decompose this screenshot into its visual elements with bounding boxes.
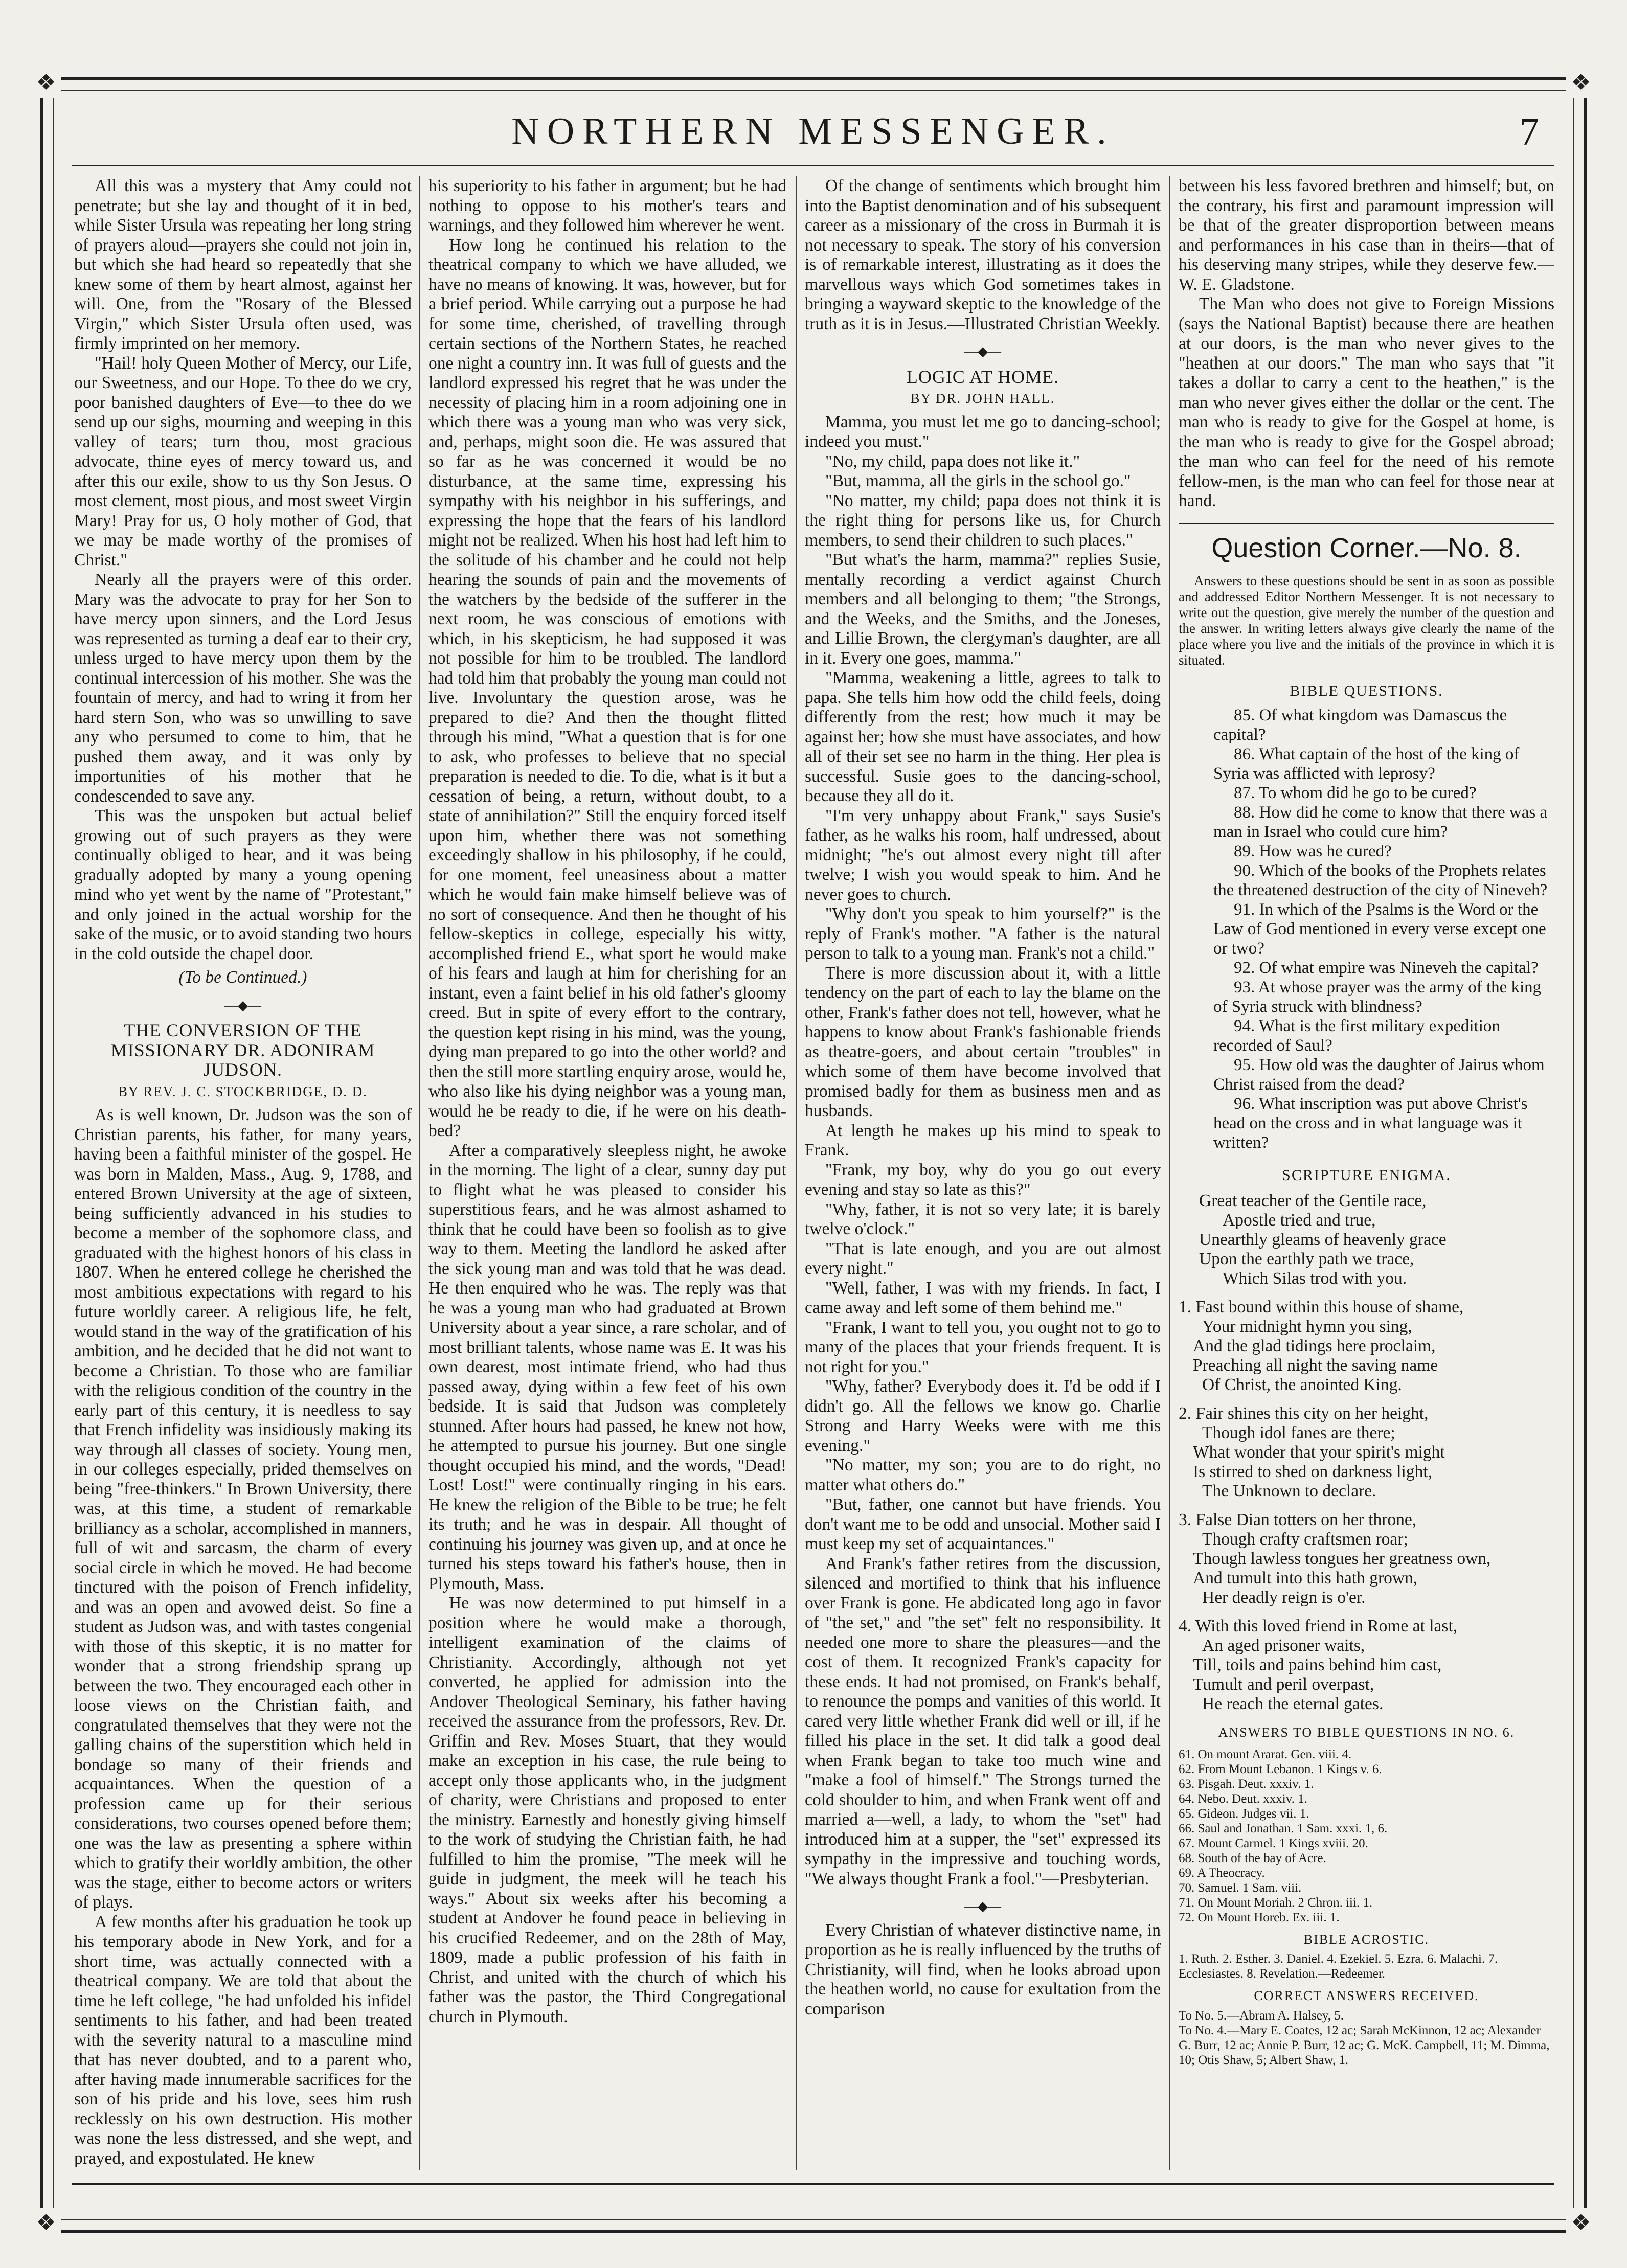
- question-item: 92. Of what empire was Nineveh the capital?: [1234, 958, 1539, 977]
- paragraph: "But what's the harm, mamma?" replies Susie, mentally recording a verdict against Church members and all belonging to them; "the Strongs, and the Weeks, and the Smiths, and the Joneses, and Lillie Brown, the clergyman's daughter, are all in it. Every one goes, mamma.": [805, 550, 1161, 668]
- footer-rule: [72, 2183, 1554, 2185]
- question-item: 88. How did he come to know that there was a man in Israel who could cure him?: [1213, 803, 1548, 841]
- paragraph: "I'm very unhappy about Frank," says Susie's father, as he walks his room, half undressed, about midnight; "he's out almost every night till after twelve; I wish you would speak to him. And he never goes to church.: [805, 806, 1161, 904]
- answer-item: 70. Samuel. 1 Sam. viii.: [1179, 1880, 1302, 1895]
- paragraph: After a comparatively sleepless night, he awoke in the morning. The light of a clear, sunny day put to flight what he was pleased to consider his superstitious fears, and he was almost ashamed to think that he could have been so foolish as to give way to them. Meeting the landlord he asked after the sick young man and was told that he was dead. He then enquired who he was. The reply was that he was a young man who had graduated at Brown University about a year since, a rare scholar, and of most brilliant talents, whose name was E. It was his own dearest, most intimate friend, who had thus passed away, dying within a few feet of his own bedside. It is said that Judson was completely stunned. After hours had passed, he knew not how, he attempted to pursue his journey. But one single thought occupied his mind, and the words, "Dead! Lost! Lost!" were continually ringing in his ears. He knew the religion of the Bible to be true; he felt its truth; and he was in despair. All thought of continuing his journey was given up, and at once he turned his steps toward his father's house, then in Plymouth, Mass.: [428, 1141, 786, 1593]
- answer-item: 72. On Mount Horeb. Ex. iii. 1.: [1179, 1910, 1340, 1924]
- verse-line: Of Christ, the anointed King.: [1202, 1375, 1402, 1394]
- question-item: 94. What is the first military expedition recorded of Saul?: [1213, 1016, 1500, 1055]
- column-4: [1179, 176, 1554, 2170]
- enigma-verse: [1179, 1510, 1554, 1607]
- paragraph: A few months after his graduation he took up his temporary abode in New York, and for a short time, was actually connected with a theatrical company. We are told that about the time he left college, "he had unfolded his infidel sentiments to his father, and had been treated with the severity natural to a masculine mind that has never doubted, and to a parent who, after having made innumerable sacrifices for the son of his pride and his love, sees him rush recklessly on his own destruction. His mother was none the less distressed, and she wept, and prayed, and expostulated. He knew: [74, 1912, 412, 2168]
- verse-line: Tumult and peril overpast,: [1193, 1675, 1374, 1694]
- enigma-heading: SCRIPTURE ENIGMA.: [1282, 1166, 1451, 1184]
- section-rule: [1179, 523, 1554, 524]
- divider-ornament-icon: —◆—: [224, 997, 261, 1013]
- paragraph: "Frank, my boy, why do you go out every evening and stay so late as this?": [805, 1160, 1161, 1199]
- paragraph: "Well, father, I was with my friends. In fact, I came away and left some of them behind me.": [805, 1278, 1161, 1317]
- answer-item: 66. Saul and Jonathan. 1 Sam. xxxi. 1, 6.: [1179, 1821, 1388, 1835]
- enigma-verse: [1179, 1617, 1554, 1714]
- question-item: 87. To whom did he go to be cured?: [1234, 783, 1477, 802]
- column-divider: [419, 176, 420, 2170]
- verse-line: An aged prisoner waits,: [1202, 1636, 1365, 1655]
- newspaper-title: NORTHERN MESSENGER.: [511, 110, 1115, 152]
- verse-line: 1. Fast bound within this house of shame,: [1179, 1298, 1464, 1317]
- answer-item: 62. From Mount Lebanon. 1 Kings v. 6.: [1179, 1762, 1382, 1776]
- corner-ornament-icon: ❖: [1566, 2208, 1596, 2238]
- paragraph: his superiority to his father in argument; but he had nothing to oppose to his mother's tears and warnings, and they followed him wherever he went.: [428, 176, 786, 235]
- question-item: 86. What captain of the host of the king of Syria was afflicted with leprosy?: [1213, 744, 1520, 783]
- paragraph: The Man who does not give to Foreign Missions (says the National Baptist) because there are heathen at our doors, is the man who never gives to the "heathen at our doors." The man who says that "it takes a dollar to carry a cent to the heathen," is the man who never gives either the dollar or the cent. The man who is ready to give for the Gospel at home, is the man who is ready to give for the Gospel abroad; the man who can feel for the need of his remote fellow-men, is the man who can feel for those near at hand.: [1179, 294, 1554, 510]
- masthead: [72, 105, 1554, 161]
- article-title: LOGIC AT HOME.: [906, 366, 1059, 387]
- verse-line: Which Silas trod with you.: [1223, 1269, 1407, 1288]
- answer-item: 64. Nebo. Deut. xxxiv. 1.: [1179, 1791, 1307, 1806]
- verse-line: Her deadly reign is o'er.: [1202, 1588, 1366, 1607]
- paragraph: And Frank's father retires from the discussion, silenced and mortified to think that his influence over Frank is gone. He abdicated long ago in favor of "the set," and "the set" felt no responsibility. It needed one more to share the pleasures—and the cost of them. It recognized Frank's capacity for these ends. It had not promised, on Frank's behalf, to renounce the pomps and vanities of this world. It cared very little whether Frank did well or ill, if he filled his place in the set. It did talk a good deal when Frank began to take too much wine and "make a fool of himself." The Strongs turned the cold shoulder to him, and when Frank went off and married a—well, a lady, to whom the "set" had introduced him at a supper, the "set" expressed its sympathy in the impressive and touching words, "We always thought Frank a fool."—Presbyterian.: [805, 1554, 1161, 1888]
- question-item: 95. How old was the daughter of Jairus whom Christ raised from the dead?: [1213, 1055, 1545, 1094]
- column-divider: [1169, 176, 1170, 2170]
- verse-line: What wonder that your spirit's might: [1193, 1443, 1445, 1462]
- question-instructions: Answers to these questions should be sent in as soon as possible and addressed Editor Northern Messenger. It is not necessary to write out the question, give merely the number of the question and the answer. In writing letters always give clearly the name of the place where you live and the initials of the province in which it is situated.: [1179, 573, 1554, 668]
- verse-line: Great teacher of the Gentile race,: [1199, 1191, 1427, 1210]
- correct-answers-item: To No. 4.—Mary E. Coates, 12 ac; Sarah McKinnon, 12 ac; Alexander G. Burr, 12 ac; Annie P. Burr, 12 ac; G. McK. Campbell, 11; M. Dimma, 10; Otis Shaw, 5; Albert Shaw, 1.: [1179, 2023, 1550, 2067]
- byline: BY DR. JOHN HALL.: [910, 391, 1055, 406]
- question-item: 85. Of what kingdom was Damascus the capital?: [1213, 706, 1507, 744]
- paragraph: All this was a mystery that Amy could not penetrate; but she lay and thought of it in bed, while Sister Ursula was repeating her long string of prayers aloud—prayers she could not join in, but which she had heard so repeatedly that she knew some of them by heart almost, against her will. One, from the "Rosary of the Blessed Virgin," which Sister Ursula often used, was firmly imprinted on her memory.: [74, 176, 412, 353]
- verse-line: Though idol fanes are there;: [1202, 1423, 1395, 1442]
- corner-ornament-icon: ❖: [1566, 67, 1596, 98]
- corner-ornament-icon: ❖: [31, 2208, 61, 2238]
- paragraph: "Why don't you speak to him yourself?" is the reply of Frank's mother. "A father is the natural person to talk to a young man. Frank's not a child.": [805, 904, 1161, 963]
- paragraph: between his less favored brethren and himself; but, on the contrary, his first and paramount impression will be that of the greater disproportion between means and performances in his case than in theirs—that of his deserving many stripes, while they deserve few.—W. E. Gladstone.: [1179, 176, 1554, 294]
- enigma-intro-verse: [1199, 1191, 1554, 1288]
- divider-ornament-icon: —◆—: [964, 1899, 1001, 1914]
- paragraph: He was now determined to put himself in a position where he would make a thorough, intelligent examination of the claims of Christianity. Accordingly, although not yet converted, he applied for admission into the Andover Theological Seminary, his father having received the assurance from the professors, Rev. Dr. Griffin and Rev. Moses Stuart, that they would make an exception in his case, the rule being to accept only those applicants who, in the judgment of charity, were Christians and proposed to enter the ministry. Earnestly and honestly giving himself to the work of studying the Christian faith, he had fulfilled to him the promise, "The meek will he guide in judgment, the meek will he teach his ways." About six weeks after his becoming a student at Andover he found peace in believing in his crucified Redeemer, and on the 28th of May, 1809, made a public profession of his faith in Christ, and united with the church of which his father was the pastor, the Third Congregational church in Plymouth.: [428, 1594, 786, 2026]
- verse-line: And tumult into this hath grown,: [1193, 1569, 1418, 1587]
- answer-item: 68. South of the bay of Acre.: [1179, 1851, 1326, 1865]
- paragraph: This was the unspoken but actual belief growing out of such prayers as they were continually obliged to hear, and it was being gradually adopted by many a young opening mind who yet went by the name of "Protestant," and only joined in the actual worship for the sake of the music, or to avoid standing two hours in the cold outside the chapel door.: [74, 806, 412, 963]
- column-3: [805, 176, 1161, 2170]
- column-2: [428, 176, 786, 2170]
- paragraph: At length he makes up his mind to speak to Frank.: [805, 1121, 1161, 1160]
- question-corner-title: Question Corner.—No. 8.: [1211, 532, 1522, 563]
- paragraph: Nearly all the prayers were of this order. Mary was the advocate to pray for her Son to have mercy upon sinners, and the Lord Jesus was represented as turning a deaf ear to their cry, unless urged to have mercy upon them by the continual intercession of his mother. She was the fountain of mercy, and had to wring it from her hard stern Son, who was so unwilling to save any who persumed to come to him, that he pushed them away, and it was only by importunities of his mother that he condescended to save any.: [74, 570, 412, 806]
- enigma-verse: [1179, 1404, 1554, 1501]
- acrostic-answer: 1. Ruth. 2. Esther. 3. Daniel. 4. Ezekiel. 5. Ezra. 6. Malachi. 7. Ecclesiastes. 8. Revelation.—Redeemer.: [1179, 1952, 1498, 1981]
- bible-questions-heading: BIBLE QUESTIONS.: [1290, 683, 1443, 699]
- page-number: 7: [1520, 110, 1539, 153]
- header-rule: [72, 165, 1554, 166]
- verse-line: Though lawless tongues her greatness own,: [1193, 1549, 1491, 1568]
- verse-line: 4. With this loved friend in Rome at last,: [1179, 1617, 1458, 1636]
- continued-note: (To be Continued.): [178, 968, 307, 987]
- verse-line: Unearthly gleams of heavenly grace: [1199, 1230, 1447, 1249]
- paragraph: Every Christian of whatever distinctive name, in proportion as he is really influenced by the truths of Christianity, will find, when he looks abroad upon the heathen world, no cause for exultation from the comparison: [805, 1920, 1161, 2018]
- column-divider: [796, 176, 797, 2170]
- paragraph: "No, my child, papa does not like it.": [825, 451, 1080, 471]
- answer-item: 69. A Theocracy.: [1179, 1866, 1265, 1880]
- verse-line: Though crafty craftsmen roar;: [1202, 1530, 1408, 1549]
- answers-heading: ANSWERS TO BIBLE QUESTIONS IN NO. 6.: [1218, 1725, 1515, 1740]
- question-item: 96. What inscription was put above Christ's head on the cross and in what language was it written?: [1213, 1094, 1528, 1152]
- paragraph: How long he continued his relation to the theatrical company to which we have alluded, we have no means of knowing. It was, however, but for a brief period. While carrying out a purpose he had for some time, cherished, of travelling through certain sections of the Northern States, he reached one night a country inn. It was full of guests and the landlord expressed his regret that he was under the necessity of placing him in a room adjoining one in which there was a young man who was very sick, and, perhaps, might soon die. He was assured that so far as he was concerned it would be no disturbance, at the same time, expressing his sympathy with his neighbor in his sufferings, and expressing the hope that the fears of his landlord might not be realized. When his host had left him to the solitude of his chamber and he could not help hearing the sounds of pain and the movements of the watchers by the bedside of the sufferer in the next room, he was conscious of emotions with which, in his skepticism, he had supposed it was not possible for him to be troubled. The landlord had told him that probably the young man could not live. Involuntary the question arose, was he prepared to die? And then the thought flitted through his mind, "What a question that is for one to ask, who professes to believe that no special preparation is needed to die. To die, what is it but a cessation of being, a return, without doubt, to a state of annihilation?" Still the enquiry forced itself upon him, whether there was not something exceedingly shallow in his philosophy, if he could, for one moment, feel uneasiness about a matter which he would fain make himself believe was of no sort of consequence. And then he thought of his fellow-skeptics in college, especially his witty, accomplished friend E., what sport he would make of his fears and laugh at him for cherishing for an instant, even a faint belief in his old father's gloomy creed. But in spite of every effort to the contrary, the question kept rising in his mind, was the young, dying man prepared to go into the other world? and then the still more startling enquiry arose, would he, who also like his dying neighbor was a young man, would he be ready to die, if he were on his death-bed?: [428, 235, 786, 1140]
- paragraph: "But, mamma, all the girls in the school go.": [825, 471, 1131, 490]
- paragraph: Of the change of sentiments which brought him into the Baptist denomination and of his subsequent career as a missionary of the cross in Burmah it is not necessary to speak. The story of his conversion is of remarkable interest, illustrating as it does the marvellous ways which God sometimes takes in bringing a wayward skeptic to the knowledge of the truth as it is in Jesus.—Illustrated Christian Weekly.: [805, 176, 1161, 333]
- verse-line: Preaching all night the saving name: [1193, 1356, 1438, 1375]
- verse-line: 2. Fair shines this city on her height,: [1179, 1404, 1429, 1423]
- paragraph: "Why, father? Everybody does it. I'd be odd if I didn't go. All the fellows we know go. Charlie Strong and Harry Weeks were with me this evening.": [805, 1377, 1161, 1455]
- correct-answers-item: To No. 5.—Abram A. Halsey, 5.: [1179, 2008, 1344, 2023]
- paragraph: "Hail! holy Queen Mother of Mercy, our Life, our Sweetness, and our Hope. To thee do we cry, poor banished daughters of Eve—to thee do we send up our sighs, mourning and weeping in this valley of tears; turn thou, most gracious advocate, thine eyes of mercy toward us, and after this our exile, show to us thy Son Jesus. O most clement, most pious, and most sweet Virgin Mary! Pray for us, O holy mother of God, that we may be made worthy of the promises of Christ.": [74, 353, 412, 570]
- paragraph: Mamma, you must let me go to dancing-school; indeed you must.": [805, 412, 1161, 451]
- paragraph: There is more discussion about it, with a little tendency on the part of each to lay the blame on the other, Frank's father does not tell, however, what he happens to know about Frank's fashionable friends as theatre-goers, and about certain "troubles" in which some of them have become involved that promised badly for them as business men and as husbands.: [805, 963, 1161, 1120]
- column-1: [74, 176, 412, 2170]
- answer-item: 65. Gideon. Judges vii. 1.: [1179, 1806, 1309, 1821]
- answer-item: 61. On mount Ararat. Gen. viii. 4.: [1179, 1747, 1352, 1761]
- verse-line: The Unknown to declare.: [1202, 1482, 1376, 1501]
- paragraph: "Frank, I want to tell you, you ought not to go to many of the places that your friends frequent. It is not right for you.": [805, 1318, 1161, 1376]
- paragraph: "That is late enough, and you are out almost every night.": [805, 1239, 1161, 1278]
- verse-line: Is stirred to shed on darkness light,: [1193, 1462, 1433, 1481]
- verse-line: Upon the earthly path we trace,: [1199, 1250, 1414, 1268]
- paragraph: "No matter, my son; you are to do right, no matter what others do.": [805, 1456, 1161, 1494]
- enigma-verse: [1179, 1298, 1554, 1395]
- question-item: 91. In which of the Psalms is the Word or the Law of God mentioned in every verse except one or two?: [1213, 900, 1546, 958]
- paragraph: "No matter, my child; papa does not think it is the right thing for persons like us, for Church members, to send their children to such places.": [805, 491, 1161, 550]
- verse-line: Your midnight hymn you sing,: [1202, 1317, 1412, 1336]
- acrostic-heading: BIBLE ACROSTIC.: [1303, 1932, 1430, 1947]
- paragraph: "Mamma, weakening a little, agrees to talk to papa. She tells him how odd the child feels, doing differently from the rest; how much it may be against her; how she must have associates, and how all of their set see no harm in the thing. Her plea is successful. Susie goes to the dancing-school, because they all do it.: [805, 668, 1161, 805]
- paragraph: "Why, father, it is not so very late; it is barely twelve o'clock.": [805, 1199, 1161, 1238]
- answer-item: 67. Mount Carmel. 1 Kings xviii. 20.: [1179, 1836, 1368, 1850]
- verse-line: Apostle tried and true,: [1223, 1211, 1376, 1230]
- question-item: 93. At whose prayer was the army of the king of Syria struck with blindness?: [1213, 978, 1542, 1016]
- article-title: THE CONVERSION OF THE MISSIONARY DR. ADONIRAM JUDSON.: [110, 1020, 375, 1080]
- byline: BY REV. J. C. STOCKBRIDGE, D. D.: [118, 1083, 368, 1099]
- verse-line: 3. False Dian totters on her throne,: [1179, 1510, 1417, 1529]
- answer-item: 63. Pisgah. Deut. xxxiv. 1.: [1179, 1777, 1314, 1791]
- verse-line: Till, toils and pains behind him cast,: [1193, 1655, 1442, 1674]
- question-item: 90. Which of the books of the Prophets relates the threatened destruction of the city of Nineveh?: [1213, 861, 1548, 899]
- verse-line: He reach the eternal gates.: [1202, 1694, 1384, 1713]
- correct-answers-heading: CORRECT ANSWERS RECEIVED.: [1254, 1988, 1479, 2003]
- question-item: 89. How was he cured?: [1234, 842, 1392, 860]
- paragraph: As is well known, Dr. Judson was the son of Christian parents, his father, for many years, having been a faithful minister of the gospel. He was born in Malden, Mass., Aug. 9, 1788, and entered Brown University at the age of sixteen, being sufficiently advanced in his studies to become a member of the sophomore class, and graduated with the highest honors of his class in 1807. When he entered college he cherished the most ambitious expectations with regard to his future worldly career. A religious life, he felt, would stand in the way of the gratification of his ambition, and he decided that he did not want to become a Christian. To those who are familiar with the religious condition of the country in the early part of this century, it is needless to say that French infidelity was insidiously making its way through all classes of society. Young men, in our colleges especially, prided themselves on being "free-thinkers." In Brown University, there was, at this time, a student of remarkable brilliancy as a scholar, accomplished in manners, full of wit and sarcasm, the charm of every social circle in which he moved. He had become tinctured with the poison of French infidelity, and was an open and avowed deist. So fine a student as Judson was, and with tastes congenial with those of this skeptic, it is no matter for wonder that a strong friendship sprang up between the two. They encouraged each other in loose views on the Christian faith, and congratulated themselves that they were not the galling chains of the superstition which held in bondage so many of their friends and acquaintances. When the question of a profession came up for their serious considerations, two courses opened before them; one was the law as presenting a sphere within which to gratify their worldly ambition, the other was the stage, either to become actors or writers of plays.: [74, 1105, 412, 1912]
- answer-item: 71. On Mount Moriah. 2 Chron. iii. 1.: [1179, 1895, 1373, 1910]
- divider-ornament-icon: —◆—: [964, 344, 1001, 359]
- verse-line: And the glad tidings here proclaim,: [1193, 1336, 1436, 1355]
- paragraph: "But, father, one cannot but have friends. You don't want me to be odd and unsocial. Mother said I must keep my set of acquaintances.": [805, 1495, 1161, 1553]
- corner-ornament-icon: ❖: [31, 67, 61, 98]
